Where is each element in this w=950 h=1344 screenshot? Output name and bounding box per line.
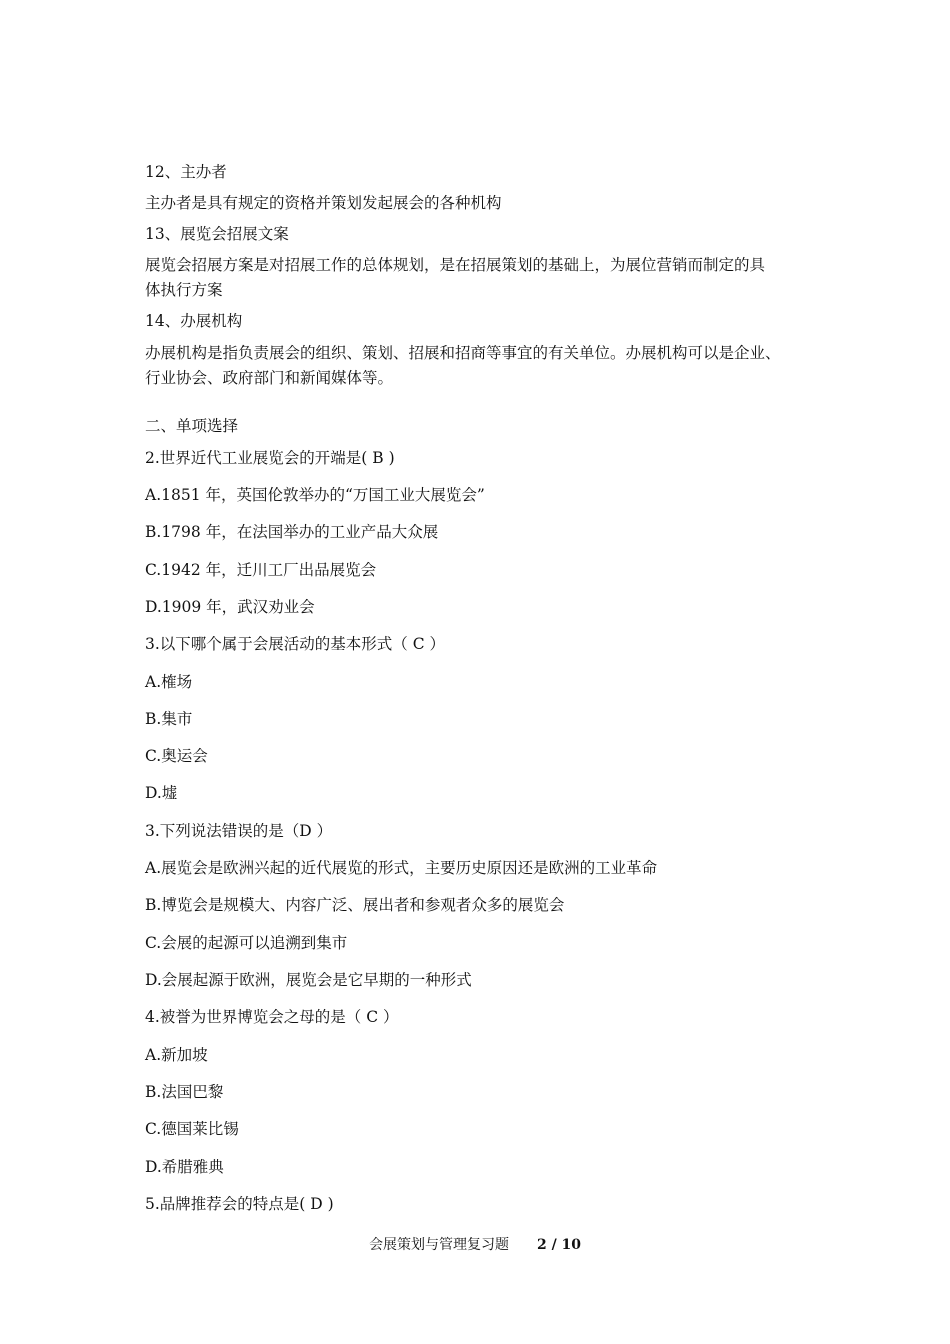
footer-title: 会展策划与管理复习题 [368, 1237, 509, 1253]
q2-option-d: D.1909 年，武汉劝业会 [145, 598, 315, 616]
term-13-body-line2: 体执行方案 [145, 281, 223, 299]
q3a-option-b: B.集市 [145, 710, 193, 728]
q3a-option-d: D.墟 [145, 784, 178, 802]
q5-stem: 5.品牌推荐会的特点是( D ) [145, 1195, 334, 1213]
page-footer [0, 1234, 950, 1254]
q3a-stem: 3.以下哪个属于会展活动的基本形式（ C ） [145, 635, 446, 653]
q2-option-c: C.1942 年，迁川工厂出品展览会 [145, 561, 377, 579]
term-14-title: 14、办展机构 [145, 312, 243, 330]
term-14-body-line2: 行业协会、政府部门和新闻媒体等。 [145, 369, 394, 387]
q3b-option-a: A.展览会是欧洲兴起的近代展览的形式，主要历史原因还是欧洲的工业革命 [145, 859, 658, 877]
q3b-option-d: D.会展起源于欧洲，展览会是它早期的一种形式 [145, 971, 472, 989]
q3b-stem: 3.下列说法错误的是（D ） [145, 822, 333, 840]
q4-stem: 4.被誉为世界博览会之母的是（ C ） [145, 1008, 399, 1026]
term-13-title: 13、展览会招展文案 [145, 225, 289, 243]
page-number: 2 / 10 [536, 1237, 582, 1253]
q3a-option-a: A.榷场 [145, 673, 193, 691]
q3b-option-b: B.博览会是规模大、内容广泛、展出者和参观者众多的展览会 [145, 896, 565, 914]
q3a-option-c: C.奥运会 [145, 747, 208, 765]
section-heading: 二、单项选择 [145, 417, 239, 435]
term-13-body-line1: 展览会招展方案是对招展工作的总体规划，是在招展策划的基础上，为展位营销而制定的具 [145, 256, 766, 274]
q4-option-b: B.法国巴黎 [145, 1083, 224, 1101]
term-14-body-line1: 办展机构是指负责展会的组织、策划、招展和招商等事宜的有关单位。办展机构可以是企业、 [145, 344, 781, 362]
term-12-title: 12、主办者 [145, 163, 227, 181]
q3b-option-c: C.会展的起源可以追溯到集市 [145, 934, 348, 952]
q4-option-c: C.德国莱比锡 [145, 1120, 239, 1138]
q4-option-a: A.新加坡 [145, 1046, 208, 1064]
q4-option-d: D.希腊雅典 [145, 1158, 224, 1176]
q2-stem: 2.世界近代工业展览会的开端是( B ) [145, 449, 395, 467]
q2-option-a: A.1851 年，英国伦敦举办的“万国工业大展览会” [145, 486, 485, 504]
term-12-body: 主办者是具有规定的资格并策划发起展会的各种机构 [145, 194, 502, 212]
q2-option-b: B.1798 年，在法国举办的工业产品大众展 [145, 523, 439, 541]
